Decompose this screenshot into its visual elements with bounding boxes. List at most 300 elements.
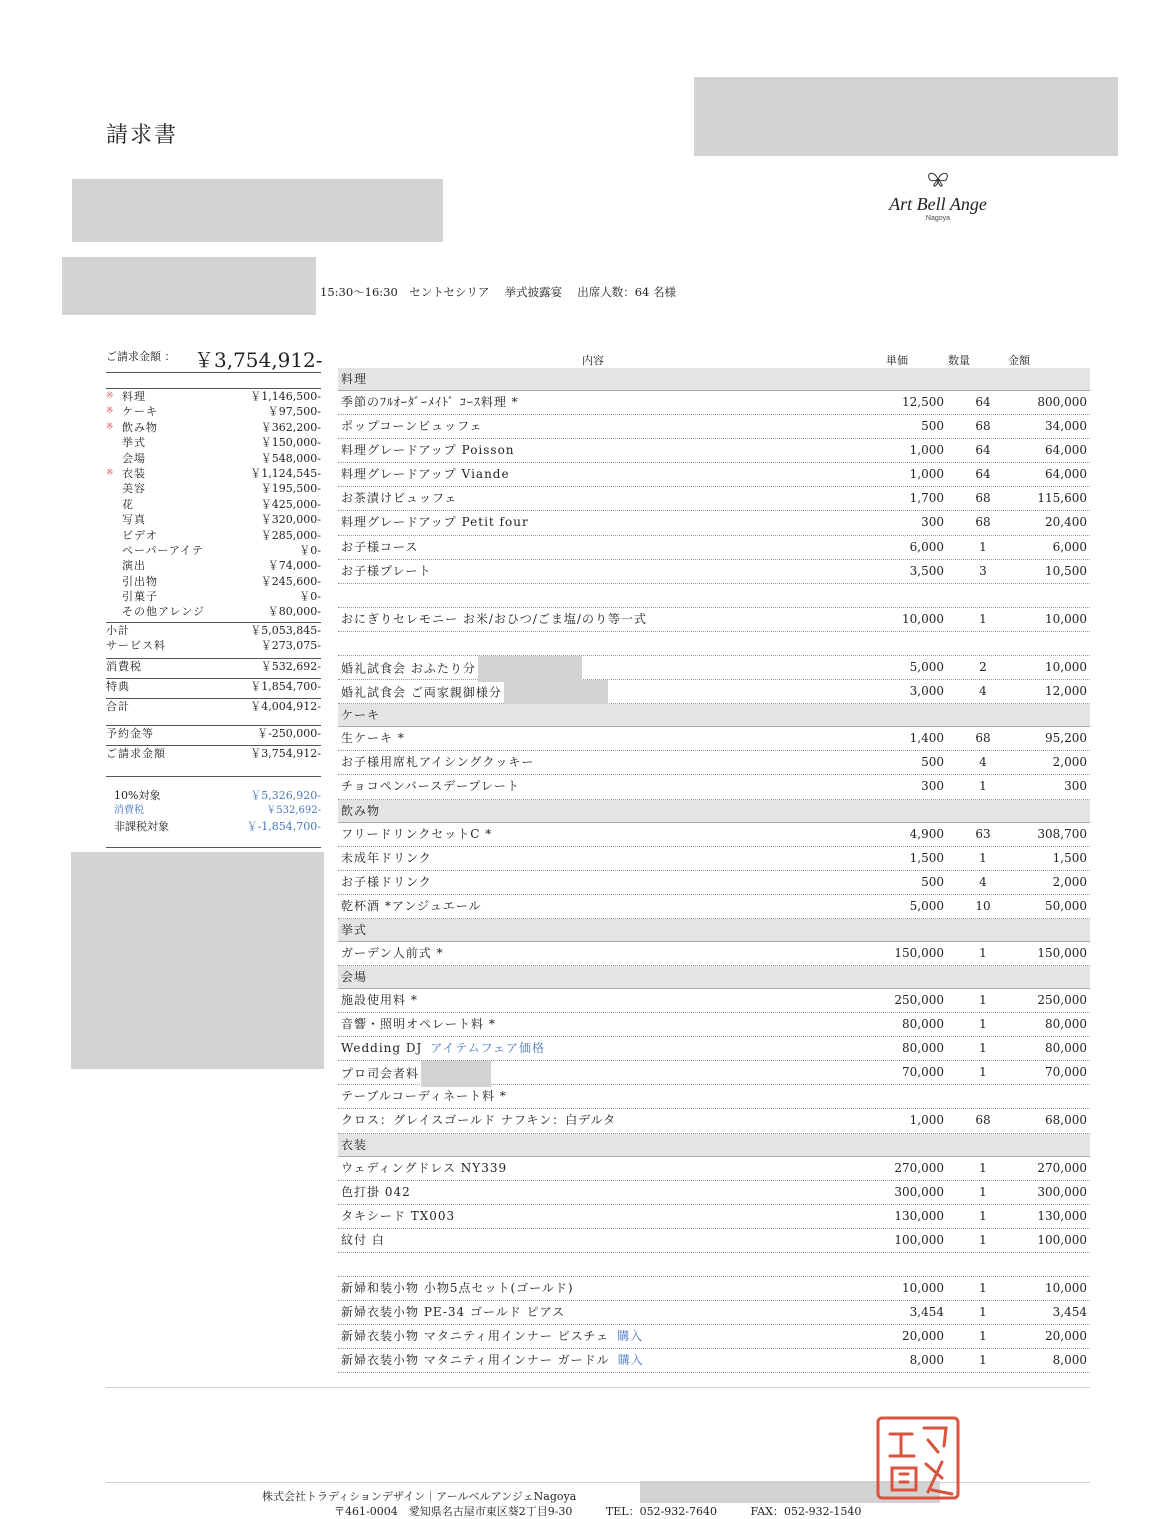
tax-row-label: 非課税対象 (114, 820, 169, 833)
summary-row-label: 挙式 (122, 436, 146, 450)
item-price: 300 (921, 779, 944, 794)
item-amount: 800,000 (1037, 395, 1087, 409)
summary-total-label: 合計 (106, 700, 130, 714)
item-desc (341, 1301, 565, 1324)
item-amount: 80,000 (1045, 1041, 1087, 1056)
item-amount: 115,600 (1037, 491, 1087, 506)
item-desc-text: 紋付 白 (341, 1232, 385, 1247)
item-desc (341, 656, 582, 682)
item-amount: 10,500 (1045, 563, 1087, 578)
item-price: 3,500 (909, 563, 944, 578)
item-price: 1,500 (909, 850, 944, 865)
item-desc (341, 1037, 545, 1060)
total-billing (106, 344, 321, 373)
summary-row (106, 451, 321, 466)
summary-total-label: サービス料 (106, 639, 166, 653)
summary-total-amount: ￥3,754,912- (250, 747, 321, 761)
item-desc (341, 415, 483, 438)
table-row (338, 989, 1090, 1013)
item-desc (341, 487, 457, 510)
item-price: 250,000 (894, 992, 944, 1007)
redaction-date (62, 257, 316, 315)
item-qty: 3 (979, 563, 987, 578)
summary-row-amount: ￥245,600- (260, 574, 321, 588)
item-desc (341, 1277, 574, 1300)
summary-row-label: 花 (122, 497, 134, 511)
table-row (338, 487, 1090, 511)
item-price: 1,000 (909, 443, 944, 458)
item-qty: 1 (979, 1305, 987, 1320)
item-desc-text: チョコペンバースデープレート (341, 779, 520, 794)
item-price: 5,000 (909, 660, 944, 675)
item-qty: 1 (979, 1017, 987, 1032)
item-qty: 4 (979, 684, 987, 699)
item-price: 1,400 (909, 731, 944, 746)
item-price: 130,000 (894, 1208, 944, 1223)
table-row (338, 751, 1090, 775)
item-desc (341, 536, 418, 559)
item-desc-text: 婚礼試食会 ご両家親御様分 (341, 685, 502, 700)
item-desc (341, 823, 492, 846)
item-desc-text: テーブルコーディネート料 * (341, 1089, 507, 1104)
table-row (338, 463, 1090, 487)
summary-row-label: ビデオ (122, 528, 158, 542)
table-row (338, 511, 1090, 535)
butterfly-icon (926, 170, 950, 188)
summary-row-amount: ￥285,000- (260, 528, 321, 542)
item-desc (341, 463, 510, 486)
item-desc (341, 1325, 643, 1348)
table-row (338, 1325, 1090, 1349)
summary-total-row (106, 678, 321, 694)
item-amount: 34,000 (1045, 419, 1087, 434)
item-qty: 68 (975, 1113, 991, 1128)
item-qty: 64 (975, 395, 991, 409)
company-logo (868, 170, 1008, 225)
item-desc (341, 1157, 507, 1180)
redaction-customer (72, 179, 443, 242)
category-header (338, 919, 1090, 942)
item-desc-text: ポップコーンビュッフェ (341, 419, 483, 434)
logo-sub: Nagoya (925, 215, 951, 222)
category-label: ケーキ (341, 708, 381, 723)
item-qty: 1 (979, 611, 987, 626)
table-row (338, 1085, 1090, 1109)
summary-total-label: 予約金等 (106, 726, 154, 740)
item-desc-text: おにぎりセレモニー お米/おひつ/ごま塩/のり等一式 (341, 611, 647, 626)
item-amount: 70,000 (1045, 1065, 1087, 1080)
item-amount: 10,000 (1045, 611, 1087, 626)
company-seal-stamp (872, 1412, 964, 1504)
summary-total-amount: ￥-250,000- (257, 726, 321, 740)
table-row (338, 727, 1090, 751)
item-desc (341, 942, 444, 965)
item-desc-text: 生ケーキ * (341, 731, 405, 746)
item-desc-text: 乾杯酒 *アンジュエール (341, 898, 482, 913)
item-price: 1,000 (909, 1113, 944, 1128)
table-row (338, 608, 1090, 632)
summary-row (106, 574, 321, 589)
category-label: 飲み物 (341, 803, 381, 818)
footer-contact (334, 1503, 891, 1519)
item-amount: 308,700 (1037, 826, 1087, 841)
summary-row-label: 衣装 (122, 466, 146, 480)
table-row (338, 656, 1090, 680)
table-row (338, 1109, 1090, 1133)
item-amount: 2,000 (1052, 755, 1087, 770)
item-qty: 63 (975, 826, 991, 841)
item-desc-text: プロ司会者料 (341, 1066, 420, 1081)
item-price: 6,000 (909, 539, 944, 554)
item-desc-text: 色打掛 042 (341, 1184, 411, 1199)
item-price: 80,000 (902, 1017, 944, 1032)
item-price: 3,000 (909, 684, 944, 699)
table-row (338, 1349, 1090, 1373)
item-qty: 1 (979, 1065, 987, 1080)
item-desc-text: 新婦衣装小物 PE-34 ゴールド ピアス (341, 1305, 566, 1320)
summary-row (106, 543, 321, 558)
item-qty: 1 (979, 992, 987, 1007)
item-price: 80,000 (902, 1041, 944, 1056)
table-row (338, 584, 1090, 608)
item-desc (341, 1061, 491, 1087)
item-price: 300 (921, 515, 944, 530)
header-amount: 金額 (1008, 354, 1030, 367)
table-row (338, 560, 1090, 584)
header-qty: 数量 (948, 354, 970, 367)
summary-row-amount: ￥97,500- (267, 405, 321, 419)
table-row (338, 1061, 1090, 1085)
summary-row-label: 引菓子 (122, 590, 158, 604)
item-qty: 10 (975, 898, 991, 913)
table-row (338, 1253, 1090, 1277)
item-amount: 150,000 (1037, 945, 1087, 960)
item-amount: 300,000 (1037, 1184, 1087, 1199)
item-qty: 2 (979, 660, 987, 675)
item-desc-text: お子様ドリンク (341, 874, 432, 889)
table-row (338, 895, 1090, 919)
item-desc-text: ウェディングドレス NY339 (341, 1160, 508, 1175)
item-desc (341, 511, 529, 534)
summary-total-label: 小計 (106, 623, 130, 637)
redaction-top-right (694, 77, 1118, 156)
total-value: ￥3,754,912- (194, 348, 323, 372)
table-row (338, 415, 1090, 439)
item-desc-text: 未成年ドリンク (341, 850, 432, 865)
summary-row (106, 420, 321, 435)
item-price: 500 (921, 755, 944, 770)
table-row (338, 775, 1090, 799)
summary-row-label: 料理 (122, 390, 146, 403)
summary-row-amount: ￥0- (299, 590, 321, 604)
table-row (338, 871, 1090, 895)
item-price: 270,000 (894, 1160, 944, 1175)
table-row (338, 680, 1090, 704)
invoice-items (338, 368, 1090, 1373)
item-desc-text: 料理グレードアップ Poisson (341, 443, 515, 458)
summary-total-row (106, 658, 321, 674)
item-price: 10,000 (902, 611, 944, 626)
item-desc (341, 560, 432, 583)
item-price: 3,454 (909, 1305, 944, 1320)
item-price: 4,900 (909, 826, 944, 841)
summary-row-label: その他アレンジ (122, 605, 206, 619)
item-qty: 68 (975, 419, 991, 434)
tax-row-label: 10%対象 (114, 789, 161, 802)
category-header (338, 800, 1090, 823)
summary-row-amount: ￥0- (299, 543, 321, 557)
summary-total-row (106, 745, 321, 761)
tax-row (106, 804, 321, 818)
item-desc-text: タキシード TX003 (341, 1208, 456, 1223)
summary-row (106, 466, 321, 481)
summary-total-label: 特典 (106, 680, 130, 694)
summary-row (106, 388, 321, 404)
table-row (338, 1013, 1090, 1037)
item-amount: 50,000 (1045, 898, 1087, 913)
redaction-left-lower (71, 852, 324, 1069)
item-desc-text: 季節のﾌﾙｵｰﾀﾞｰﾒｲﾄﾞ ｺｰｽ料理 * (341, 395, 519, 409)
item-amount: 10,000 (1045, 1281, 1087, 1295)
footer-address: 〒461-0004 愛知県名古屋市東区葵2丁目9-30 (334, 1505, 573, 1518)
summary-row-label: 演出 (122, 559, 146, 573)
table-row (338, 391, 1090, 415)
item-desc-text: Wedding DJ (341, 1041, 423, 1056)
summary-row (106, 497, 321, 512)
category-header (338, 966, 1090, 989)
redaction (421, 1061, 491, 1087)
item-amount: 80,000 (1045, 1017, 1087, 1032)
table-row (338, 632, 1090, 656)
item-desc-text: 料理グレードアップ Viande (341, 467, 510, 482)
item-desc-text: お子様コース (341, 539, 419, 554)
redaction (478, 656, 582, 682)
item-desc (341, 680, 608, 706)
table-row (338, 1229, 1090, 1253)
item-amount: 12,000 (1045, 684, 1087, 699)
item-desc (341, 847, 432, 870)
summary-row (106, 481, 321, 496)
item-qty: 1 (979, 1041, 987, 1056)
item-amount: 64,000 (1045, 467, 1087, 482)
summary-row-amount: ￥150,000- (260, 436, 321, 450)
item-qty: 1 (979, 1281, 987, 1295)
table-row (338, 1181, 1090, 1205)
summary-total-row (106, 725, 321, 741)
table-row (338, 439, 1090, 463)
summary-row-label: 写真 (122, 513, 146, 527)
summary-row (106, 512, 321, 527)
required-mark: ※ (106, 406, 114, 417)
summary-row-amount: ￥320,000- (260, 513, 321, 527)
summary-row (106, 604, 321, 619)
item-desc (341, 1085, 507, 1108)
item-amount: 1,500 (1052, 850, 1087, 865)
item-amount: 95,200 (1045, 731, 1087, 746)
summary-total-amount: ￥532,692- (260, 659, 321, 673)
summary-row (106, 528, 321, 543)
item-qty: 1 (979, 1208, 987, 1223)
item-amount: 3,454 (1052, 1305, 1087, 1320)
category-label: 会場 (341, 969, 368, 984)
item-desc (341, 1013, 496, 1036)
item-desc (341, 1109, 616, 1132)
footer-company: 株式会社トラディションデザイン｜アールベルアンジェNagoya (262, 1490, 577, 1503)
item-qty: 68 (975, 491, 991, 506)
required-mark: ※ (106, 467, 114, 478)
item-desc (341, 1205, 455, 1228)
item-amount: 68,000 (1045, 1113, 1087, 1128)
summary-row (106, 589, 321, 604)
summary-row-label: 美容 (122, 482, 146, 496)
table-row (338, 1301, 1090, 1325)
summary-row-amount: ￥195,500- (260, 482, 321, 496)
tax-row-amount: ￥-1,854,700- (246, 820, 321, 833)
item-price: 5,000 (909, 898, 944, 913)
item-amount: 250,000 (1037, 992, 1087, 1007)
summary-total-row (106, 622, 321, 638)
summary-total-amount: ￥5,053,845- (250, 623, 321, 637)
item-desc (341, 895, 482, 918)
total-label: ご請求金額 ： (106, 350, 176, 363)
header-desc: 内容 (582, 354, 604, 367)
item-price: 20,000 (902, 1329, 944, 1344)
summary-row-label: 引出物 (122, 574, 158, 588)
item-qty: 1 (979, 945, 987, 960)
summary-row-amount: ￥80,000- (267, 605, 321, 619)
summary-row-amount: ￥362,200- (260, 420, 321, 434)
tax-row-amount: ￥532,692- (266, 805, 321, 816)
logo-brand: Art Bell Ange (889, 194, 987, 214)
header-price: 単価 (886, 354, 908, 367)
table-row (338, 847, 1090, 871)
summary-row-amount: ￥1,146,500- (250, 390, 321, 403)
item-qty: 4 (979, 874, 987, 889)
summary-row-label: 会場 (122, 451, 146, 465)
table-header (338, 350, 1090, 368)
table-row (338, 942, 1090, 966)
category-header (338, 368, 1090, 391)
item-amount: 6,000 (1052, 539, 1087, 554)
item-note: アイテムフェア価格 (430, 1041, 546, 1056)
table-row (338, 1205, 1090, 1229)
required-mark: ※ (106, 391, 114, 401)
summary-total-row (106, 698, 321, 714)
item-price: 1,000 (909, 467, 944, 482)
item-price: 12,500 (902, 395, 944, 409)
summary-total-amount: ￥273,075- (260, 639, 321, 653)
item-desc (341, 775, 520, 798)
item-desc (341, 1349, 644, 1372)
item-amount: 300 (1064, 779, 1087, 794)
footer-fax: FAX：052-932-1540 (750, 1505, 862, 1518)
item-desc (341, 1229, 385, 1252)
item-desc-text: 新婦衣装小物 マタニティ用インナー ビスチェ (341, 1329, 610, 1344)
item-price: 500 (921, 419, 944, 434)
item-desc (341, 751, 534, 774)
item-desc-text: 料理グレードアップ Petit four (341, 515, 529, 530)
summary-total-amount: ￥4,004,912- (250, 700, 321, 714)
item-price: 150,000 (894, 945, 944, 960)
summary-row (106, 404, 321, 419)
category-label: 衣装 (341, 1137, 368, 1152)
summary-total-label: 消費税 (106, 659, 142, 673)
item-amount: 20,000 (1045, 1329, 1087, 1344)
summary-row (106, 558, 321, 573)
table-row (338, 1037, 1090, 1061)
item-qty: 4 (979, 755, 987, 770)
item-price: 70,000 (902, 1065, 944, 1080)
item-desc-text: 音響・照明オペレート料 * (341, 1017, 496, 1032)
item-qty: 1 (979, 1353, 987, 1368)
item-desc-text: 婚礼試食会 おふたり分 (341, 661, 476, 676)
item-desc-text: 施設使用料 * (341, 992, 418, 1007)
item-qty: 68 (975, 731, 991, 746)
summary-row-amount: ￥74,000- (267, 559, 321, 573)
table-row (338, 1277, 1090, 1301)
summary-row-label: ケーキ (122, 405, 158, 419)
footer-tel: TEL：052-932-7640 (605, 1505, 718, 1518)
item-price: 8,000 (909, 1353, 944, 1368)
item-desc (341, 608, 647, 631)
tax-summary (106, 776, 321, 848)
item-amount: 2,000 (1052, 874, 1087, 889)
item-price: 1,700 (909, 491, 944, 506)
item-desc (341, 871, 432, 894)
item-amount: 130,000 (1037, 1208, 1087, 1223)
summary-total-amount: ￥1,854,700- (250, 680, 321, 694)
item-desc-text: フリードリンクセットC * (341, 826, 493, 841)
item-desc-text: 新婦和装小物 小物5点セット(ゴールド) (341, 1281, 574, 1295)
summary-row-amount: ￥1,124,545- (250, 466, 321, 480)
item-note: 購入 (617, 1353, 644, 1368)
item-desc (341, 1181, 411, 1204)
category-header (338, 1134, 1090, 1157)
event-info: 15:30〜16:30 セントセシリア 挙式披露宴 出席人数：64 名様 (320, 285, 677, 299)
item-qty: 64 (975, 443, 991, 458)
item-qty: 1 (979, 850, 987, 865)
item-amount: 8,000 (1052, 1353, 1087, 1368)
item-qty: 1 (979, 539, 987, 554)
item-qty: 1 (979, 1329, 987, 1344)
category-label: 料理 (341, 372, 368, 386)
item-qty: 68 (975, 515, 991, 530)
tax-row (106, 787, 321, 804)
summary-row (106, 435, 321, 450)
required-mark: ※ (106, 421, 114, 432)
item-desc (341, 989, 418, 1012)
item-desc (341, 439, 515, 462)
item-amount: 100,000 (1037, 1232, 1087, 1247)
category-header (338, 704, 1090, 727)
summary-row-amount: ￥548,000- (260, 451, 321, 465)
item-desc-text: ガーデン人前式 * (341, 945, 444, 960)
item-note: 購入 (617, 1329, 644, 1344)
tax-row-label: 消費税 (114, 805, 144, 816)
item-desc-text: お茶漬けビュッフェ (341, 491, 458, 506)
table-row (338, 1157, 1090, 1181)
summary-row-label: 飲み物 (122, 420, 158, 434)
summary-row-amount: ￥425,000- (260, 497, 321, 511)
item-price: 10,000 (902, 1281, 944, 1295)
item-price: 500 (921, 874, 944, 889)
summary-total-label: ご請求金額 (106, 747, 166, 761)
item-desc (341, 391, 519, 414)
item-qty: 1 (979, 1160, 987, 1175)
summary-total-row (106, 638, 321, 653)
item-price: 100,000 (894, 1232, 944, 1247)
item-qty: 1 (979, 1184, 987, 1199)
